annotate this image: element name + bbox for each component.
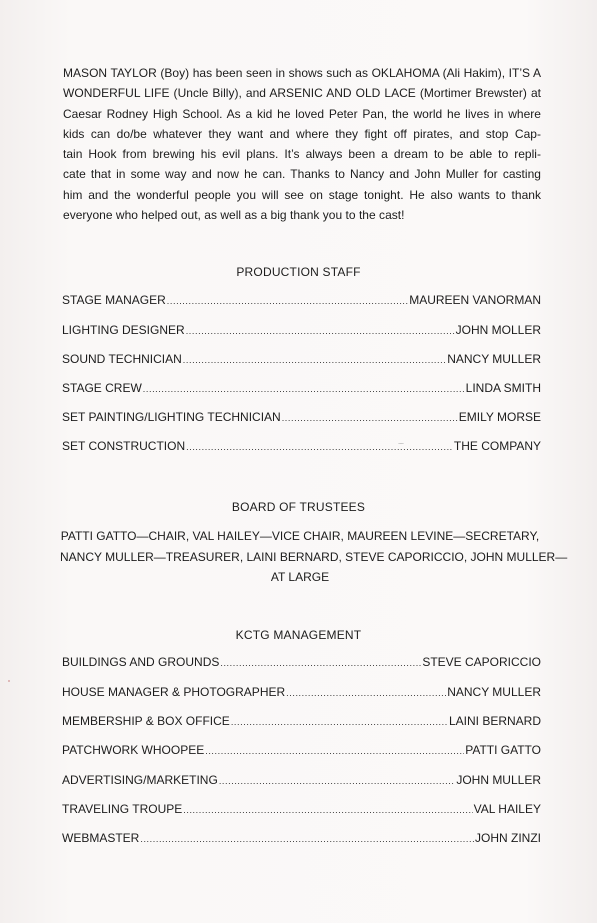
staff-name: LINDA SMITH: [465, 381, 541, 395]
dot-leader: [143, 385, 465, 394]
dot-leader: [183, 356, 446, 365]
dot-leader: [219, 777, 456, 786]
dot-leader: [140, 835, 474, 844]
dot-leader: [205, 747, 464, 756]
management-role: TRAVELING TROUPE: [62, 802, 183, 816]
bio-line: Caesar Rodney High School. As a kid he loved Peter Pan, the world he lives in where: [63, 106, 541, 121]
staff-role: STAGE CREW: [62, 381, 142, 395]
bio-line: tain Hook from brewing his evil plans. It’s always been a dream to be able to repli-: [63, 147, 541, 162]
staff-role: SOUND TECHNICIAN: [62, 352, 182, 366]
staff-role: SET CONSTRUCTION: [62, 439, 186, 453]
dot-leader: [282, 414, 458, 423]
staff-role: STAGE MANAGER: [62, 293, 166, 307]
management-role: PATCHWORK WHOOPEE: [62, 743, 205, 757]
management-name: VAL HAILEY: [473, 802, 541, 816]
management-row: [62, 802, 541, 818]
management-row: [62, 685, 541, 701]
bio-line: WONDERFUL LIFE (Uncle Billy), and ARSENIC AND OLD LACE (Mortimer Brewster) at: [63, 86, 541, 101]
paper-speck: [8, 680, 10, 682]
dot-leader: [167, 297, 408, 306]
staff-name: THE COMPANY: [453, 439, 541, 453]
staff-row: [62, 439, 541, 455]
management-heading: KCTG MANAGEMENT: [235, 628, 362, 642]
management-name: JOHN ZINZI: [475, 831, 541, 845]
management-role: WEBMASTER: [62, 831, 140, 845]
bio-line: everyone who helped out, as well as a big thank you to the cast!: [63, 208, 405, 223]
management-name: NANCY MULLER: [447, 685, 541, 699]
management-name: LAINI BERNARD: [448, 714, 541, 728]
bio-line: kids can do/be whatever they want and where they fight off pirates, and stop Cap-: [63, 126, 541, 141]
staff-row: [62, 323, 541, 339]
board-line: AT LARGE: [270, 570, 330, 584]
management-name: PATTI GATTO: [465, 743, 541, 757]
dot-leader: [231, 718, 448, 727]
management-role: HOUSE MANAGER & PHOTOGRAPHER: [62, 685, 286, 699]
staff-name: EMILY MORSE: [458, 410, 541, 424]
board-line: PATTI GATTO—CHAIR, VAL HAILEY—VICE CHAIR, MAUREEN LEVINE—SECRETARY,: [60, 529, 540, 543]
cast-bio-paragraph: [63, 63, 541, 225]
staff-row: [62, 410, 541, 426]
management-role: ADVERTISING/MARKETING: [62, 773, 218, 787]
dot-leader: [183, 806, 472, 815]
management-role: BUILDINGS AND GROUNDS: [62, 655, 220, 669]
management-row: [62, 743, 541, 759]
board-line: NANCY MULLER—TREASURER, LAINI BERNARD, STEVE CAPORICCIO, JOHN MULLER—: [60, 549, 568, 564]
management-name: STEVE CAPORICCIO: [422, 655, 541, 669]
dot-leader: [286, 689, 446, 698]
bio-line: MASON TAYLOR (Boy) has been seen in shows such as OKLAHOMA (Ali Hakim), IT’S A: [63, 66, 541, 80]
bio-line: cate that in some way and now he can. Thanks to Nancy and John Muller for casting: [63, 167, 541, 182]
management-row: [62, 714, 541, 730]
management-role: MEMBERSHIP & BOX OFFICE: [62, 714, 230, 728]
staff-role: LIGHTING DESIGNER: [62, 323, 185, 337]
dot-leader: [186, 443, 453, 452]
paper-speck: [398, 443, 404, 444]
board-heading: BOARD OF TRUSTEES: [231, 500, 366, 514]
staff-row: [62, 352, 541, 368]
management-name: JOHN MULLER: [456, 773, 541, 787]
staff-name: MAUREEN VANORMAN: [409, 293, 541, 307]
dot-leader: [220, 659, 421, 668]
production-staff-heading: PRODUCTION STAFF: [236, 265, 361, 279]
staff-row: [62, 381, 541, 397]
staff-role: SET PAINTING/LIGHTING TECHNICIAN: [62, 410, 281, 424]
management-row: [62, 655, 541, 671]
staff-name: JOHN MOLLER: [455, 323, 541, 337]
staff-row: [62, 293, 541, 309]
management-row: [62, 831, 541, 847]
staff-name: NANCY MULLER: [447, 352, 541, 366]
board-members: [60, 526, 568, 588]
bio-line: him and the wonderful people you will see on stage tonight. He also wants to thank: [63, 187, 541, 202]
dot-leader: [186, 327, 455, 336]
management-row: [62, 773, 541, 789]
